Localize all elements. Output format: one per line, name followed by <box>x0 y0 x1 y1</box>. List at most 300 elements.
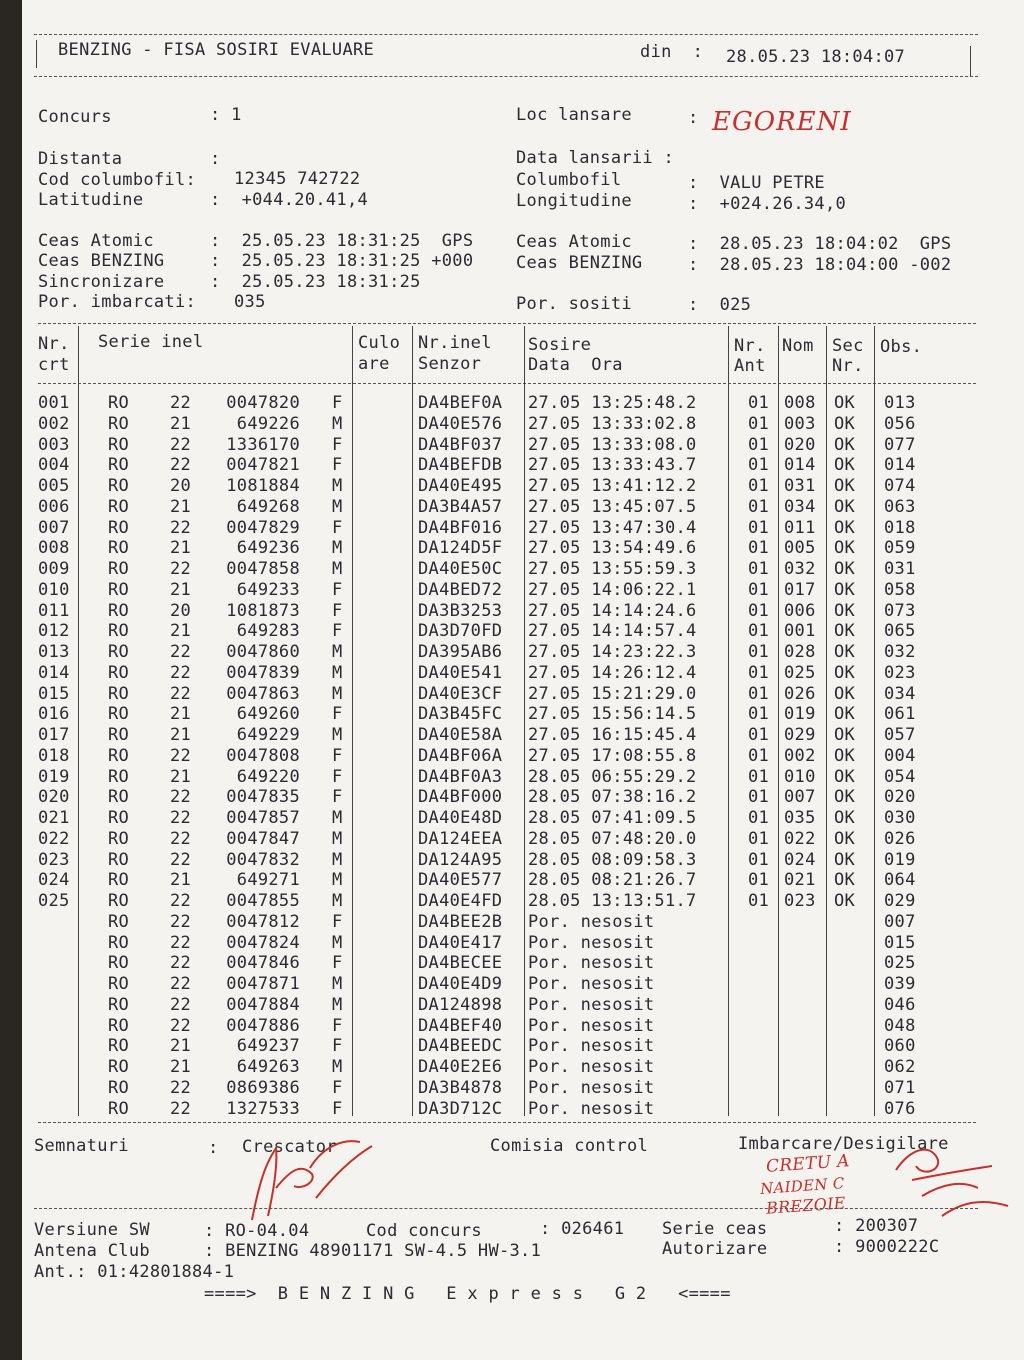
cell-sec: OK <box>834 600 856 621</box>
cell-ant: 01 <box>748 559 770 579</box>
cell-ant: 01 <box>748 683 770 704</box>
cell-sex: F <box>332 787 343 808</box>
sositi-label: Por. sositi <box>516 294 632 314</box>
cell-inel: 0047847 <box>226 828 300 849</box>
cell-an: 22 <box>170 683 192 704</box>
cell-an: 21 <box>170 725 192 745</box>
cell-sex: F <box>332 517 343 538</box>
cell-nr: 011 <box>38 600 70 621</box>
cell-sex: M <box>332 974 343 994</box>
cell-nom: 006 <box>784 600 816 621</box>
cell-obs: 071 <box>884 1077 916 1098</box>
cell-senzor: DA4BF0A3 <box>418 766 503 787</box>
cell-obs: 029 <box>884 891 916 911</box>
header-right-border <box>970 46 971 76</box>
table-row <box>22 995 1024 1016</box>
cell-tara: RO <box>108 559 130 579</box>
ceas-benzing-sosire-label: Ceas BENZING <box>516 253 643 273</box>
cell-inel: 649263 <box>236 1057 300 1077</box>
imbarcati-label: Por. imbarcati: <box>38 292 197 312</box>
cell-senzor: DA4BEFDB <box>418 455 503 476</box>
serie-ceas-label: Serie ceas <box>662 1219 768 1239</box>
latitudine-value: : +044.20.41,4 <box>210 190 369 210</box>
ceas-atomic-label: Ceas Atomic <box>38 231 154 251</box>
cell-inel: 649237 <box>236 1036 300 1057</box>
cell-nom: 019 <box>784 704 816 725</box>
cell-an: 21 <box>170 704 192 725</box>
cell-an: 22 <box>170 1098 192 1119</box>
cell-obs: 004 <box>884 745 916 766</box>
cell-tara: RO <box>108 828 130 849</box>
cell-sosire: Por. nesosit <box>528 974 655 994</box>
document-sheet <box>22 0 1024 1360</box>
cell-sec: OK <box>834 393 856 413</box>
cell-ant: 01 <box>748 725 770 745</box>
cell-sex: F <box>332 704 343 725</box>
table-row <box>22 746 1024 767</box>
cell-tara: RO <box>108 642 130 662</box>
cell-tara: RO <box>108 870 130 891</box>
cell-obs: 020 <box>884 787 916 808</box>
sositi-value: : 025 <box>688 295 752 315</box>
cell-sosire: 27.05 13:33:08.0 <box>528 434 697 455</box>
cell-sosire: 27.05 14:06:22.1 <box>528 579 697 600</box>
cell-inel: 0047871 <box>226 974 300 994</box>
footer-rule <box>34 1208 978 1209</box>
distanta-label: Distanta <box>38 149 123 169</box>
cell-tara: RO <box>108 911 130 932</box>
cell-sosire: Por. nesosit <box>528 1015 655 1036</box>
autorizare-value: : 9000222C <box>834 1237 940 1257</box>
table-row <box>22 704 1024 725</box>
cell-nr: 015 <box>38 683 70 704</box>
cell-tara: RO <box>108 455 130 476</box>
cell-obs: 063 <box>884 496 916 517</box>
cell-tara: RO <box>108 787 130 808</box>
table-row <box>22 455 1024 476</box>
cell-sec: OK <box>834 745 856 766</box>
cell-sex: F <box>332 600 343 621</box>
cell-inel: 649229 <box>236 725 300 745</box>
cell-senzor: DA40E48D <box>418 808 503 828</box>
cell-nr: 019 <box>38 766 70 787</box>
cell-sex: M <box>332 496 343 517</box>
cell-an: 22 <box>170 849 192 870</box>
cell-an: 21 <box>170 870 192 891</box>
columbofil-label: Columbofil <box>516 170 622 190</box>
cell-an: 22 <box>170 787 192 808</box>
cell-tara: RO <box>108 891 130 911</box>
data-lansarii-label: Data lansarii : <box>516 148 675 168</box>
col-senzor-label: Senzor <box>418 354 482 374</box>
crescator-signature-icon <box>232 1128 382 1228</box>
cod-concurs-value: : 026461 <box>540 1219 625 1239</box>
header-bottom-rule <box>34 76 978 77</box>
cell-sec: OK <box>834 704 856 725</box>
cell-tara: RO <box>108 434 130 455</box>
cell-sec: OK <box>834 787 856 808</box>
cell-obs: 056 <box>884 413 916 434</box>
cell-senzor: DA40E576 <box>418 413 503 434</box>
col-nrinel-label: Nr.inel <box>418 333 492 353</box>
cell-senzor: DA40E495 <box>418 476 503 496</box>
cell-sec: OK <box>834 849 856 870</box>
cell-sosire: 27.05 15:56:14.5 <box>528 704 697 725</box>
cell-nom: 035 <box>784 808 816 828</box>
date-value: 28.05.23 18:04:07 <box>726 47 906 67</box>
cell-sex: M <box>332 559 343 579</box>
cell-sex: F <box>332 579 343 600</box>
cell-senzor: DA3B3253 <box>418 600 503 621</box>
cell-tara: RO <box>108 725 130 745</box>
cell-tara: RO <box>108 745 130 766</box>
table-row <box>22 580 1024 601</box>
cell-sec: OK <box>834 538 856 559</box>
table-row <box>22 953 1024 974</box>
cell-obs: 073 <box>884 600 916 621</box>
cell-nom: 029 <box>784 725 816 745</box>
cell-obs: 062 <box>884 1057 916 1077</box>
cell-sosire: 27.05 13:33:02.8 <box>528 413 697 434</box>
cell-sosire: 27.05 13:55:59.3 <box>528 559 697 579</box>
cell-obs: 019 <box>884 849 916 870</box>
table-row <box>22 538 1024 559</box>
cell-sec: OK <box>834 766 856 787</box>
cell-an: 21 <box>170 1036 192 1057</box>
cell-sosire: 28.05 07:41:09.5 <box>528 808 697 828</box>
cell-nr: 005 <box>38 476 70 496</box>
cell-obs: 014 <box>884 455 916 476</box>
cell-sec: OK <box>834 662 856 683</box>
ceas-benzing-sosire-value: : 28.05.23 18:04:00 -002 <box>688 255 952 275</box>
cell-sex: M <box>332 870 343 891</box>
cell-senzor: DA3D712C <box>418 1098 503 1119</box>
cell-inel: 0869386 <box>226 1077 300 1098</box>
cell-an: 21 <box>170 621 192 642</box>
cell-sex: M <box>332 642 343 662</box>
cell-nr: 007 <box>38 517 70 538</box>
cell-tara: RO <box>108 538 130 559</box>
cell-sosire: Por. nesosit <box>528 1057 655 1077</box>
cell-an: 22 <box>170 642 192 662</box>
cell-inel: 1081884 <box>226 476 300 496</box>
cell-sex: M <box>332 662 343 683</box>
cell-nr: 020 <box>38 787 70 808</box>
semnaturi-sep: : <box>208 1138 219 1158</box>
cell-sosire: 28.05 08:21:26.7 <box>528 870 697 891</box>
cell-obs: 025 <box>884 953 916 974</box>
cell-ant: 01 <box>748 808 770 828</box>
cell-nom: 026 <box>784 683 816 704</box>
cell-senzor: DA4BF037 <box>418 434 503 455</box>
cell-inel: 0047846 <box>226 953 300 974</box>
cell-ant: 01 <box>748 600 770 621</box>
cell-inel: 0047820 <box>226 393 300 413</box>
col-nr-ant-label: Nr. <box>734 336 766 356</box>
col-sosire-label: Sosire <box>528 335 592 355</box>
cell-sosire: 28.05 07:48:20.0 <box>528 828 697 849</box>
cell-nr: 023 <box>38 849 70 870</box>
table-header-rule <box>38 383 976 384</box>
cell-sex: F <box>332 434 343 455</box>
cell-ant: 01 <box>748 476 770 496</box>
brand-line: ====> B E N Z I N G E x p r e s s G 2 <==== <box>204 1284 731 1304</box>
cell-ant: 01 <box>748 413 770 434</box>
cell-senzor: DA4BF000 <box>418 787 503 808</box>
cell-sec: OK <box>834 517 856 538</box>
cell-nom: 028 <box>784 642 816 662</box>
cell-senzor: DA40E541 <box>418 662 503 683</box>
cell-nom: 010 <box>784 766 816 787</box>
cell-an: 22 <box>170 953 192 974</box>
cell-ant: 01 <box>748 787 770 808</box>
cell-senzor: DA40E58A <box>418 725 503 745</box>
cell-inel: 649236 <box>236 538 300 559</box>
cell-inel: 0047886 <box>226 1015 300 1036</box>
cell-senzor: DA124A95 <box>418 849 503 870</box>
cell-ant: 01 <box>748 621 770 642</box>
table-bottom-rule <box>38 1122 976 1123</box>
cell-sex: M <box>332 476 343 496</box>
cell-nr: 018 <box>38 745 70 766</box>
cell-senzor: DA4BF016 <box>418 517 503 538</box>
cell-tara: RO <box>108 849 130 870</box>
cell-sosire: 27.05 13:47:30.4 <box>528 517 697 538</box>
table-row <box>22 559 1024 580</box>
cell-senzor: DA40E4FD <box>418 891 503 911</box>
cell-sosire: 27.05 13:33:43.7 <box>528 455 697 476</box>
cell-sec: OK <box>834 621 856 642</box>
cell-senzor: DA4BECEE <box>418 953 503 974</box>
cell-nom: 021 <box>784 870 816 891</box>
cell-an: 21 <box>170 538 192 559</box>
ceas-atomic-sosire-value: : 28.05.23 18:04:02 GPS <box>688 234 952 254</box>
cell-sosire: Por. nesosit <box>528 994 655 1015</box>
versiune-value: : RO-04.04 <box>204 1221 310 1241</box>
cell-nr: 009 <box>38 559 70 579</box>
cell-nom: 007 <box>784 787 816 808</box>
cell-an: 22 <box>170 517 192 538</box>
loc-lansare-label: Loc lansare <box>516 105 632 125</box>
cell-nr: 003 <box>38 434 70 455</box>
table-row <box>22 414 1024 435</box>
table-row <box>22 684 1024 705</box>
cell-inel: 649283 <box>236 621 300 642</box>
cell-an: 22 <box>170 911 192 932</box>
cell-senzor: DA40E577 <box>418 870 503 891</box>
cell-an: 22 <box>170 808 192 828</box>
cell-inel: 0047858 <box>226 559 300 579</box>
col-obs-label: Obs. <box>880 337 923 357</box>
table-row <box>22 1099 1024 1120</box>
cell-inel: 0047832 <box>226 849 300 870</box>
table-row <box>22 642 1024 663</box>
col-serie-label: Serie inel <box>98 332 204 352</box>
cell-senzor: DA4BEEDC <box>418 1036 503 1057</box>
imbarcati-value: 035 <box>234 292 266 312</box>
cell-an: 21 <box>170 413 192 434</box>
table-row <box>22 393 1024 414</box>
table-row <box>22 767 1024 788</box>
cell-tara: RO <box>108 994 130 1015</box>
ceas-atomic-sosire-label: Ceas Atomic <box>516 232 632 252</box>
cell-sex: F <box>332 745 343 766</box>
table-row <box>22 1016 1024 1037</box>
table-row <box>22 891 1024 912</box>
cell-ant: 01 <box>748 745 770 766</box>
cell-ant: 01 <box>748 434 770 455</box>
cell-nr: 017 <box>38 725 70 745</box>
document-title: BENZING - FISA SOSIRI EVALUARE <box>58 40 375 60</box>
cell-tara: RO <box>108 1036 130 1057</box>
cell-obs: 015 <box>884 932 916 953</box>
cell-an: 22 <box>170 455 192 476</box>
cell-tara: RO <box>108 704 130 725</box>
cell-ant: 01 <box>748 538 770 559</box>
cod-columbofil-value: 12345 742722 <box>234 169 361 189</box>
versiune-label: Versiune SW <box>34 1220 150 1240</box>
cell-senzor: DA40E50C <box>418 559 503 579</box>
cell-an: 22 <box>170 994 192 1015</box>
table-row <box>22 870 1024 891</box>
cell-sosire: 27.05 16:15:45.4 <box>528 725 697 745</box>
cell-sosire: Por. nesosit <box>528 932 655 953</box>
cell-sosire: Por. nesosit <box>528 1077 655 1098</box>
cell-ant: 01 <box>748 662 770 683</box>
cell-obs: 034 <box>884 683 916 704</box>
col-are-label: are <box>358 354 390 374</box>
cell-ant: 01 <box>748 517 770 538</box>
cell-nr: 006 <box>38 496 70 517</box>
cell-sosire: 27.05 14:26:12.4 <box>528 662 697 683</box>
table-top-rule <box>38 323 976 324</box>
loc-lansare-sep: : <box>688 108 699 128</box>
cell-obs: 023 <box>884 662 916 683</box>
table-row <box>22 663 1024 684</box>
serie-ceas-value: : 200307 <box>834 1216 919 1236</box>
cell-inel: 1081873 <box>226 600 300 621</box>
imbarcare-label: Imbarcare/Desigilare <box>738 1134 949 1154</box>
table-row <box>22 829 1024 850</box>
cell-tara: RO <box>108 662 130 683</box>
longitudine-value: : +024.26.34,0 <box>688 194 847 214</box>
cell-inel: 1327533 <box>226 1098 300 1119</box>
cell-nom: 001 <box>784 621 816 642</box>
cell-sec: OK <box>834 434 856 455</box>
cell-sex: M <box>332 891 343 911</box>
table-row <box>22 850 1024 871</box>
cell-an: 22 <box>170 559 192 579</box>
table-row <box>22 725 1024 746</box>
cell-sec: OK <box>834 725 856 745</box>
antena-id: Ant.: 01:42801884-1 <box>34 1262 235 1282</box>
cell-sex: M <box>332 1057 343 1077</box>
cell-nom: 002 <box>784 745 816 766</box>
semnaturi-label: Semnaturi <box>34 1136 129 1156</box>
cell-sex: M <box>332 849 343 870</box>
cell-ant: 01 <box>748 579 770 600</box>
cell-sosire: Por. nesosit <box>528 1036 655 1057</box>
distanta-value: : <box>210 149 221 169</box>
table-row <box>22 601 1024 622</box>
cell-nom: 011 <box>784 517 816 538</box>
cell-tara: RO <box>108 393 130 413</box>
col-sec-nr-label: Nr. <box>832 356 864 376</box>
cell-obs: 046 <box>884 994 916 1015</box>
handwritten-name-3: BREZOIE <box>765 1193 847 1218</box>
cell-sosire: 28.05 08:09:58.3 <box>528 849 697 870</box>
cell-senzor: DA4BEF0A <box>418 393 503 413</box>
cell-sec: OK <box>834 559 856 579</box>
cell-obs: 026 <box>884 828 916 849</box>
cell-tara: RO <box>108 1015 130 1036</box>
cell-tara: RO <box>108 953 130 974</box>
latitudine-label: Latitudine <box>38 190 144 210</box>
cell-sec: OK <box>834 808 856 828</box>
cell-inel: 0047824 <box>226 932 300 953</box>
cell-tara: RO <box>108 1077 130 1098</box>
cell-tara: RO <box>108 766 130 787</box>
cell-obs: 059 <box>884 538 916 559</box>
cell-nr: 008 <box>38 538 70 559</box>
cell-nom: 032 <box>784 559 816 579</box>
cell-an: 22 <box>170 1077 192 1098</box>
cell-sex: F <box>332 393 343 413</box>
cell-senzor: DA3D70FD <box>418 621 503 642</box>
cell-nr: 002 <box>38 413 70 434</box>
cell-inel: 1336170 <box>226 434 300 455</box>
cell-an: 21 <box>170 579 192 600</box>
cell-sex: F <box>332 1015 343 1036</box>
cell-nr: 004 <box>38 455 70 476</box>
cell-sex: M <box>332 683 343 704</box>
cell-an: 22 <box>170 434 192 455</box>
cell-inel: 0047812 <box>226 911 300 932</box>
cell-sex: F <box>332 953 343 974</box>
ceas-atomic-value: : 25.05.23 18:31:25 GPS <box>210 231 474 251</box>
cell-senzor: DA40E2E6 <box>418 1057 503 1077</box>
cell-an: 22 <box>170 1015 192 1036</box>
table-row <box>22 476 1024 497</box>
col-culo-label: Culo <box>358 333 401 353</box>
cell-nom: 014 <box>784 455 816 476</box>
cell-inel: 649271 <box>236 870 300 891</box>
cell-nom: 022 <box>784 828 816 849</box>
cell-an: 22 <box>170 974 192 994</box>
cell-inel: 0047855 <box>226 891 300 911</box>
ceas-benzing-value: : 25.05.23 18:31:25 +000 <box>210 251 474 271</box>
cell-sosire: 27.05 13:54:49.6 <box>528 538 697 559</box>
cell-an: 20 <box>170 600 192 621</box>
cell-nr: 014 <box>38 662 70 683</box>
cell-nr: 021 <box>38 808 70 828</box>
date-label: din : <box>640 42 704 62</box>
cell-obs: 030 <box>884 808 916 828</box>
cell-sec: OK <box>834 642 856 662</box>
table-row <box>22 912 1024 933</box>
cell-sosire: 27.05 17:08:55.8 <box>528 745 697 766</box>
cell-obs: 064 <box>884 870 916 891</box>
cell-inel: 0047835 <box>226 787 300 808</box>
cell-senzor: DA3B45FC <box>418 704 503 725</box>
cell-ant: 01 <box>748 393 770 413</box>
cell-senzor: DA395AB6 <box>418 642 503 662</box>
cell-ant: 01 <box>748 455 770 476</box>
cell-nom: 005 <box>784 538 816 559</box>
cell-tara: RO <box>108 808 130 828</box>
cell-senzor: DA4BEF40 <box>418 1015 503 1036</box>
cell-an: 21 <box>170 496 192 517</box>
